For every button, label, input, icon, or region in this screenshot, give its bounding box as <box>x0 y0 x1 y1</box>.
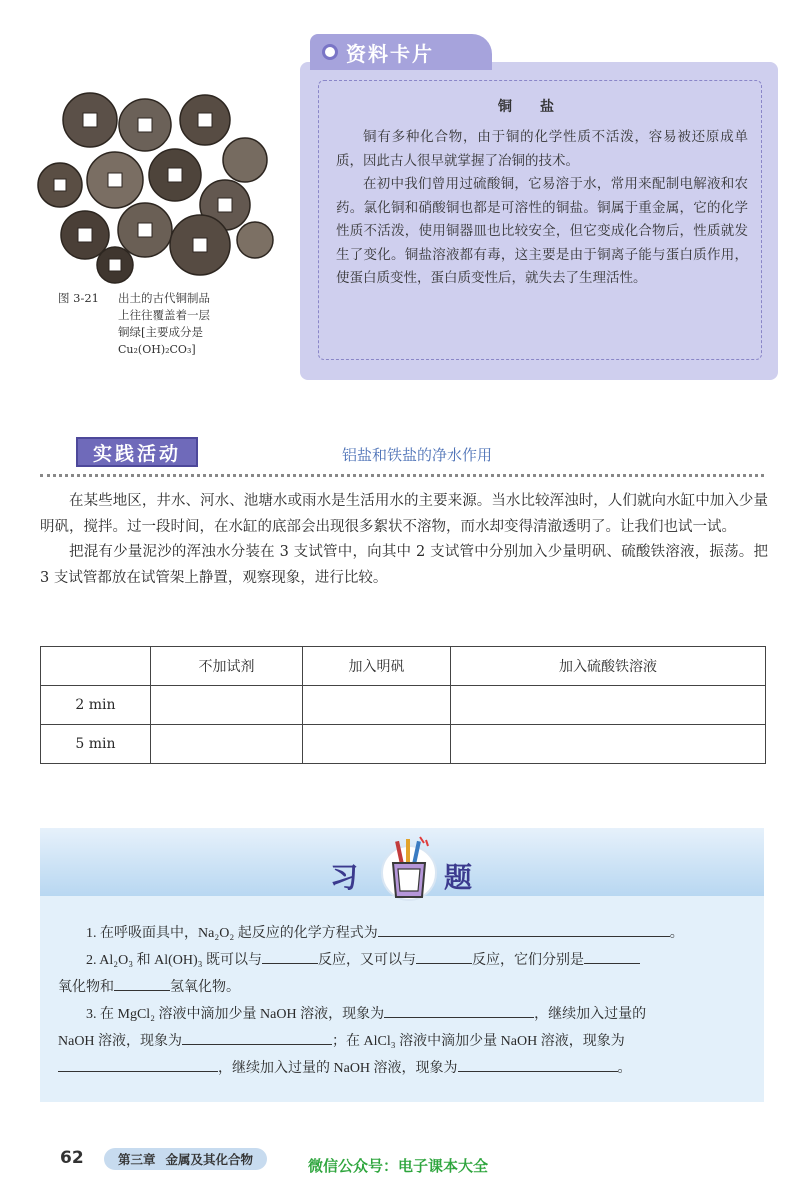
exercise-title-left: 习 <box>330 861 359 894</box>
table-cell <box>451 686 766 725</box>
observation-table <box>40 646 766 764</box>
table-cell: 5 min <box>41 725 151 764</box>
data-card-tab-label: 资料卡片 <box>346 41 434 66</box>
exercise-question-3 <box>58 1001 748 1028</box>
exercise-question-1 <box>58 920 748 947</box>
caption-line: 出土的古代铜制品 <box>118 291 210 305</box>
table-cell: 2 min <box>41 686 151 725</box>
table-cell <box>303 686 451 725</box>
answer-blank[interactable] <box>262 949 318 964</box>
question-text: ，继续加入过量的 <box>534 1007 647 1022</box>
table-cell <box>451 725 766 764</box>
question-formula: Na₂O₂ <box>198 926 235 941</box>
data-card-title: 铜盐 <box>498 99 582 115</box>
table-cell <box>151 725 303 764</box>
question-text: 反应，它们分别是 <box>472 953 585 968</box>
question-text: 起反应的化学方程式为 <box>234 926 378 941</box>
question-text: 3. 在 MgCl₂ 溶液中滴加少量 NaOH 溶液，现象为 <box>86 1007 385 1022</box>
figure-number: 图 3-21 <box>58 291 99 305</box>
answer-blank[interactable] <box>182 1030 332 1045</box>
answer-blank[interactable] <box>384 1003 534 1018</box>
answer-blank[interactable] <box>416 949 472 964</box>
table-header: 加入硫酸铁溶液 <box>451 647 766 686</box>
question-text: 2. Al₂O₃ 和 Al(OH)₃ 既可以与 <box>86 953 263 968</box>
exercise-question-2-cont <box>58 974 748 1001</box>
chapter-badge <box>104 1148 267 1170</box>
dotted-divider <box>40 474 764 477</box>
ancient-copper-coins-photo <box>30 75 280 285</box>
activity-label-text: 实践活动 <box>92 442 181 465</box>
activity-paragraph: 把混有少量泥沙的浑浊水分装在 3 支试管中，向其中 2 支试管中分别加入少量明矾、硫酸铁溶液，振荡。把 3 支试管都放在试管架上静置，观察现象，进行比较。 <box>40 544 768 586</box>
activity-label <box>76 437 198 467</box>
table-cell <box>151 686 303 725</box>
exercise-body <box>58 920 748 1082</box>
question-text: 氧化物和 <box>58 980 114 995</box>
circle-bullet-icon <box>322 44 338 60</box>
question-text: NaOH 溶液，现象为 <box>58 1034 183 1049</box>
table-row <box>41 725 766 764</box>
question-text: 。 <box>617 1061 632 1076</box>
exercise-question-3-cont <box>58 1055 748 1082</box>
question-text: 反应，又可以与 <box>318 953 417 968</box>
question-text: ；在 AlCl₃ 溶液中滴加少量 NaOH 溶液，现象为 <box>332 1034 625 1049</box>
question-text: 。 <box>669 926 684 941</box>
card-paragraph: 在初中我们曾用过硫酸铜，它易溶于水，常用来配制电解液和农药。氯化铜和硝酸铜也都是可溶性的铜盐。铜属于重金属，它的化学性质不活泼，使用铜器皿也比较安全，但它变成化合物后，性质就发生了变化。铜盐溶液都有毒，这主要是由于铜离子能与蛋白质作用，使蛋白质变性，蛋白质变性后，就失去了生理活性。 <box>336 176 748 286</box>
page-number: 62 <box>60 1148 84 1168</box>
answer-blank[interactable] <box>58 1057 218 1072</box>
data-card-tab <box>310 34 492 70</box>
answer-blank[interactable] <box>584 949 640 964</box>
question-text: 氢氧化物。 <box>170 980 240 995</box>
question-text: 1. 在呼吸面具中， <box>86 926 198 941</box>
card-paragraph: 铜有多种化合物，由于铜的化学性质不活泼，容易被还原成单质，因此古人很早就掌握了冶铜的技术。 <box>336 129 748 169</box>
table-header <box>41 647 151 686</box>
activity-body <box>40 489 768 591</box>
exercise-question-3-cont <box>58 1028 748 1055</box>
exercise-question-2 <box>58 947 748 974</box>
table-header: 加入明矾 <box>303 647 451 686</box>
exercise-title-right: 题 <box>444 861 473 894</box>
activity-title: 铝盐和铁盐的净水作用 <box>342 446 493 464</box>
table-row <box>41 686 766 725</box>
table-header: 不加试剂 <box>151 647 303 686</box>
caption-line: 铜绿[主要成分是 <box>118 325 203 339</box>
chapter-title: 金属及其化合物 <box>165 1152 254 1167</box>
caption-formula: Cu₂(OH)₂CO₃] <box>118 343 196 356</box>
activity-paragraph: 在某些地区，井水、河水、池塘水或雨水是生活用水的主要来源。当水比较浑浊时，人们就向水缸中加入少量明矾，搅拌。过一段时间，在水缸的底部会出现很多絮状不溶物，而水却变得清澈透明了。让我们也试一试。 <box>40 493 768 535</box>
table-header-row <box>41 647 766 686</box>
table-cell <box>303 725 451 764</box>
wechat-watermark: 微信公众号：电子课本大全 <box>308 1157 489 1175</box>
caption-line: 上往往覆盖着一层 <box>118 308 210 322</box>
answer-blank[interactable] <box>114 976 170 991</box>
question-text: ，继续加入过量的 NaOH 溶液，现象为 <box>218 1061 458 1076</box>
data-card-body <box>336 126 748 291</box>
answer-blank[interactable] <box>458 1057 618 1072</box>
pencil-cup-icon <box>380 835 438 907</box>
answer-blank[interactable] <box>378 922 670 937</box>
chapter-number: 第三章 <box>118 1152 156 1167</box>
